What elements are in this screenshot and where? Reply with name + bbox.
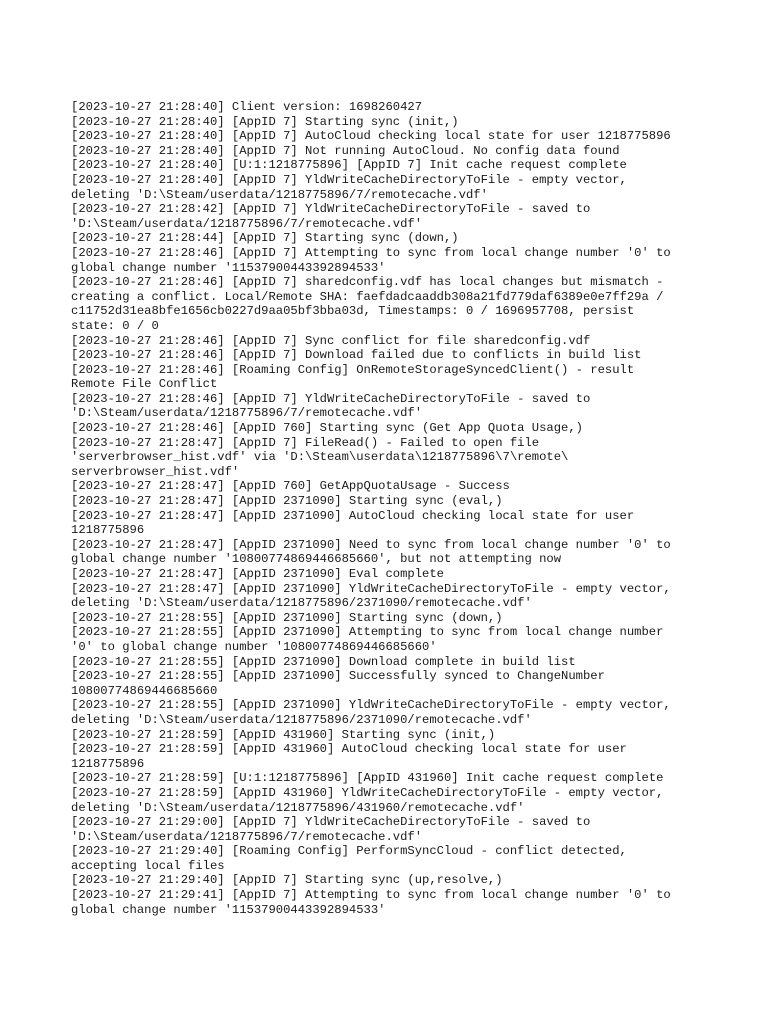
log-entry: [2023-10-27 21:28:46] [AppID 7] sharedconfig.vdf has local changes but mismatch - creating a conflict. Local/Remote SHA: faefdadcaaddb308a21fd779daf6389e0e7ff29a / c11752d31ea8bfe1656cb0227d9aa05bf3bba03d, Timestamps: 0 / 1696957708, persist state: 0 / 0 (71, 275, 664, 333)
log-entry: [2023-10-27 21:28:40] Client version: 1698260427 (71, 100, 423, 114)
log-entry: [2023-10-27 21:28:40] [AppID 7] Starting sync (init,) (71, 114, 459, 129)
log-entry: [2023-10-27 21:29:40] [AppID 7] Starting sync (up,resolve,) (71, 873, 503, 888)
log-entry: [2023-10-27 21:28:55] [AppID 2371090] Download complete in build list (71, 654, 576, 669)
log-entry: [2023-10-27 21:29:41] [AppID 7] Attempting to sync from local change number '0' to global change number '11537900443392894533' (71, 888, 671, 917)
log-entry: [2023-10-27 21:28:46] [AppID 7] Download failed due to conflicts in build list (71, 348, 642, 363)
log-text (71, 100, 701, 917)
log-entry: [2023-10-27 21:29:40] [Roaming Config] PerformSyncCloud - conflict detected, accepting local files (71, 844, 627, 873)
log-entry: [2023-10-27 21:28:46] [AppID 7] Attempting to sync from local change number '0' to global change number '11537900443392894533' (71, 245, 671, 275)
log-entry: [2023-10-27 21:28:40] [AppID 7] Not running AutoCloud. No config data found (71, 143, 620, 158)
log-entry: [2023-10-27 21:28:55] [AppID 2371090] Attempting to sync from local change number '0' to global change number '10800774869446685660' (71, 625, 664, 654)
log-entry: [2023-10-27 21:28:59] [AppID 431960] Starting sync (init,) (71, 727, 496, 742)
log-entry: [2023-10-27 21:28:40] [AppID 7] AutoCloud checking local state for user 1218775896 (71, 129, 671, 144)
log-entry: [2023-10-27 21:28:46] [AppID 7] Sync conflict for file sharedconfig.vdf (71, 333, 591, 348)
log-entry: [2023-10-27 21:28:40] [U:1:1218775896] [AppID 7] Init cache request complete (71, 158, 627, 173)
log-entry: [2023-10-27 21:29:00] [AppID 7] YldWriteCacheDirectoryToFile - saved to 'D:\Steam/userdata/1218775896/7/remotecache.vdf' (71, 815, 591, 844)
log-entry: [2023-10-27 21:28:59] [AppID 431960] AutoCloud checking local state for user 1218775896 (71, 742, 627, 771)
log-entry: [2023-10-27 21:28:59] [U:1:1218775896] [AppID 431960] Init cache request complete (71, 771, 664, 786)
log-entry: [2023-10-27 21:28:46] [AppID 760] Starting sync (Get App Quota Usage,) (71, 421, 583, 436)
log-entry: [2023-10-27 21:28:44] [AppID 7] Starting sync (down,) (71, 231, 459, 246)
log-entry: [2023-10-27 21:28:55] [AppID 2371090] Starting sync (down,) (71, 610, 503, 625)
log-entry: [2023-10-27 21:28:47] [AppID 2371090] AutoCloud checking local state for user 1218775896 (71, 508, 635, 538)
log-entry: [2023-10-27 21:28:47] [AppID 760] GetAppQuotaUsage - Success (71, 479, 510, 494)
log-entry: [2023-10-27 21:28:55] [AppID 2371090] YldWriteCacheDirectoryToFile - empty vector, deleting 'D:\Steam/userdata/1218775896/2371090/remotecache.vdf' (71, 698, 671, 727)
log-entry: [2023-10-27 21:28:47] [AppID 2371090] YldWriteCacheDirectoryToFile - empty vector, deleting 'D:\Steam/userdata/1218775896/2371090/remotecache.vdf' (71, 581, 671, 611)
log-entry: [2023-10-27 21:28:46] [AppID 7] YldWriteCacheDirectoryToFile - saved to 'D:\Steam/userdata/1218775896/7/remotecache.vdf' (71, 391, 591, 421)
log-entry: [2023-10-27 21:28:46] [Roaming Config] OnRemoteStorageSyncedClient() - result Remote File Conflict (71, 362, 635, 392)
log-entry: [2023-10-27 21:28:55] [AppID 2371090] Successfully synced to ChangeNumber 10800774869446685660 (71, 669, 605, 698)
log-entry: [2023-10-27 21:28:40] [AppID 7] YldWriteCacheDirectoryToFile - empty vector, deleting 'D:\Steam/userdata/1218775896/7/remotecache.vdf' (71, 172, 627, 202)
log-entry: [2023-10-27 21:28:47] [AppID 2371090] Starting sync (eval,) (71, 494, 503, 509)
log-entry: [2023-10-27 21:28:59] [AppID 431960] YldWriteCacheDirectoryToFile - empty vector, deleting 'D:\Steam/userdata/1218775896/431960/remotecache.vdf' (71, 785, 664, 815)
log-entry: [2023-10-27 21:28:47] [AppID 7] FileRead() - Failed to open file 'serverbrowser_hist.vdf' via 'D:\Steam\userdata\1218775896\7\remote\ serverbrowser_hist.vdf' (71, 435, 569, 479)
log-entry: [2023-10-27 21:28:47] [AppID 2371090] Need to sync from local change number '0' to global change number '10800774869446685660', but not attempting now (71, 537, 671, 567)
log-entry: [2023-10-27 21:28:42] [AppID 7] YldWriteCacheDirectoryToFile - saved to 'D:\Steam/userdata/1218775896/7/remotecache.vdf' (71, 202, 591, 231)
log-entry: [2023-10-27 21:28:47] [AppID 2371090] Eval complete (71, 567, 444, 581)
